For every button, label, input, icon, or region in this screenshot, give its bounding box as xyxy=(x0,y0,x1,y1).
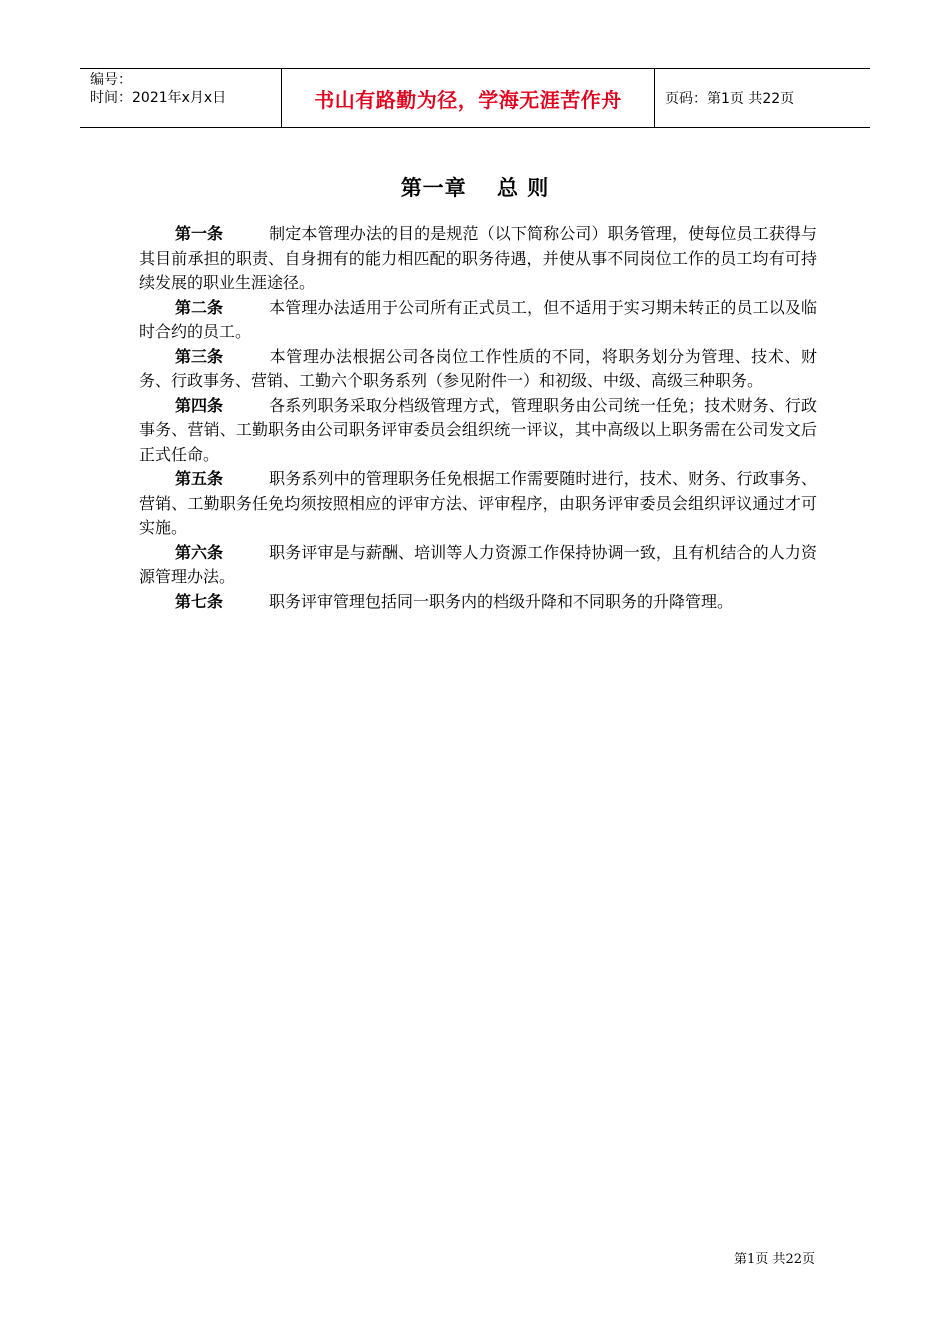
article-number: 第三条 xyxy=(175,346,224,366)
chapter-title: 第一章 总 则 xyxy=(400,176,550,200)
article-text: 各系列职务采取分档级管理方式，管理职务由公司统一任免；技术财务、行政事务、营销、工勤职务由公司职务评审委员会组织统一评议，其中高级以上职务需在公司发文后正式任命。 xyxy=(139,395,817,464)
article xyxy=(139,394,817,468)
article-number: 第六条 xyxy=(175,542,224,562)
footer-page-number: 第1页 共22页 xyxy=(734,1252,815,1267)
article-number: 第一条 xyxy=(175,224,224,243)
article xyxy=(139,222,817,296)
article xyxy=(139,590,817,615)
article-text: 本管理办法根据公司各岗位工作性质的不同，将职务划分为管理、技术、财务、行政事务、营销、工勤六个职务系列（参见附件一）和初级、中级、高级三种职务。 xyxy=(139,346,817,390)
header-page-cell xyxy=(655,69,870,127)
article-number: 第四条 xyxy=(175,395,224,415)
article-number: 第五条 xyxy=(175,469,224,488)
header-motto-cell xyxy=(282,69,655,127)
article xyxy=(139,541,817,590)
article xyxy=(139,345,817,394)
article-text: 职务系列中的管理职务任免根据工作需要随时进行，技术、财务、行政事务、营销、工勤职务任免均须按照相应的评审方法、评审程序，由职务评审委员会组织评议通过才可实施。 xyxy=(139,469,817,537)
article-text: 职务评审是与薪酬、培训等人力资源工作保持协调一致，且有机结合的人力资源管理办法。 xyxy=(139,542,817,586)
article-text: 本管理办法适用于公司所有正式员工，但不适用于实习期未转正的员工以及临时合约的员工。 xyxy=(139,297,817,341)
article-text: 职务评审管理包括同一职务内的档级升降和不同职务的升降管理。 xyxy=(269,591,734,611)
article-text: 制定本管理办法的目的是规范（以下简称公司）职务管理，使每位员工获得与其目前承担的职责、自身拥有的能力相匹配的职务待遇，并使从事不同岗位工作的员工均有可持续发展的职业生涯途径。 xyxy=(139,224,817,292)
article xyxy=(139,467,817,541)
header-meta xyxy=(80,69,282,127)
serial-label: 编号： xyxy=(90,72,132,88)
motto-text: 书山有路勤为径，学海无涯苦作舟 xyxy=(314,87,622,112)
page-header xyxy=(80,68,870,128)
article xyxy=(139,296,817,345)
header-page-number: 页码：第1页 共22页 xyxy=(665,91,795,107)
article-number: 第二条 xyxy=(175,297,224,317)
date-label: 时间：2021年x月x日 xyxy=(90,90,227,106)
article-number: 第七条 xyxy=(175,591,224,611)
article-list xyxy=(139,222,817,614)
